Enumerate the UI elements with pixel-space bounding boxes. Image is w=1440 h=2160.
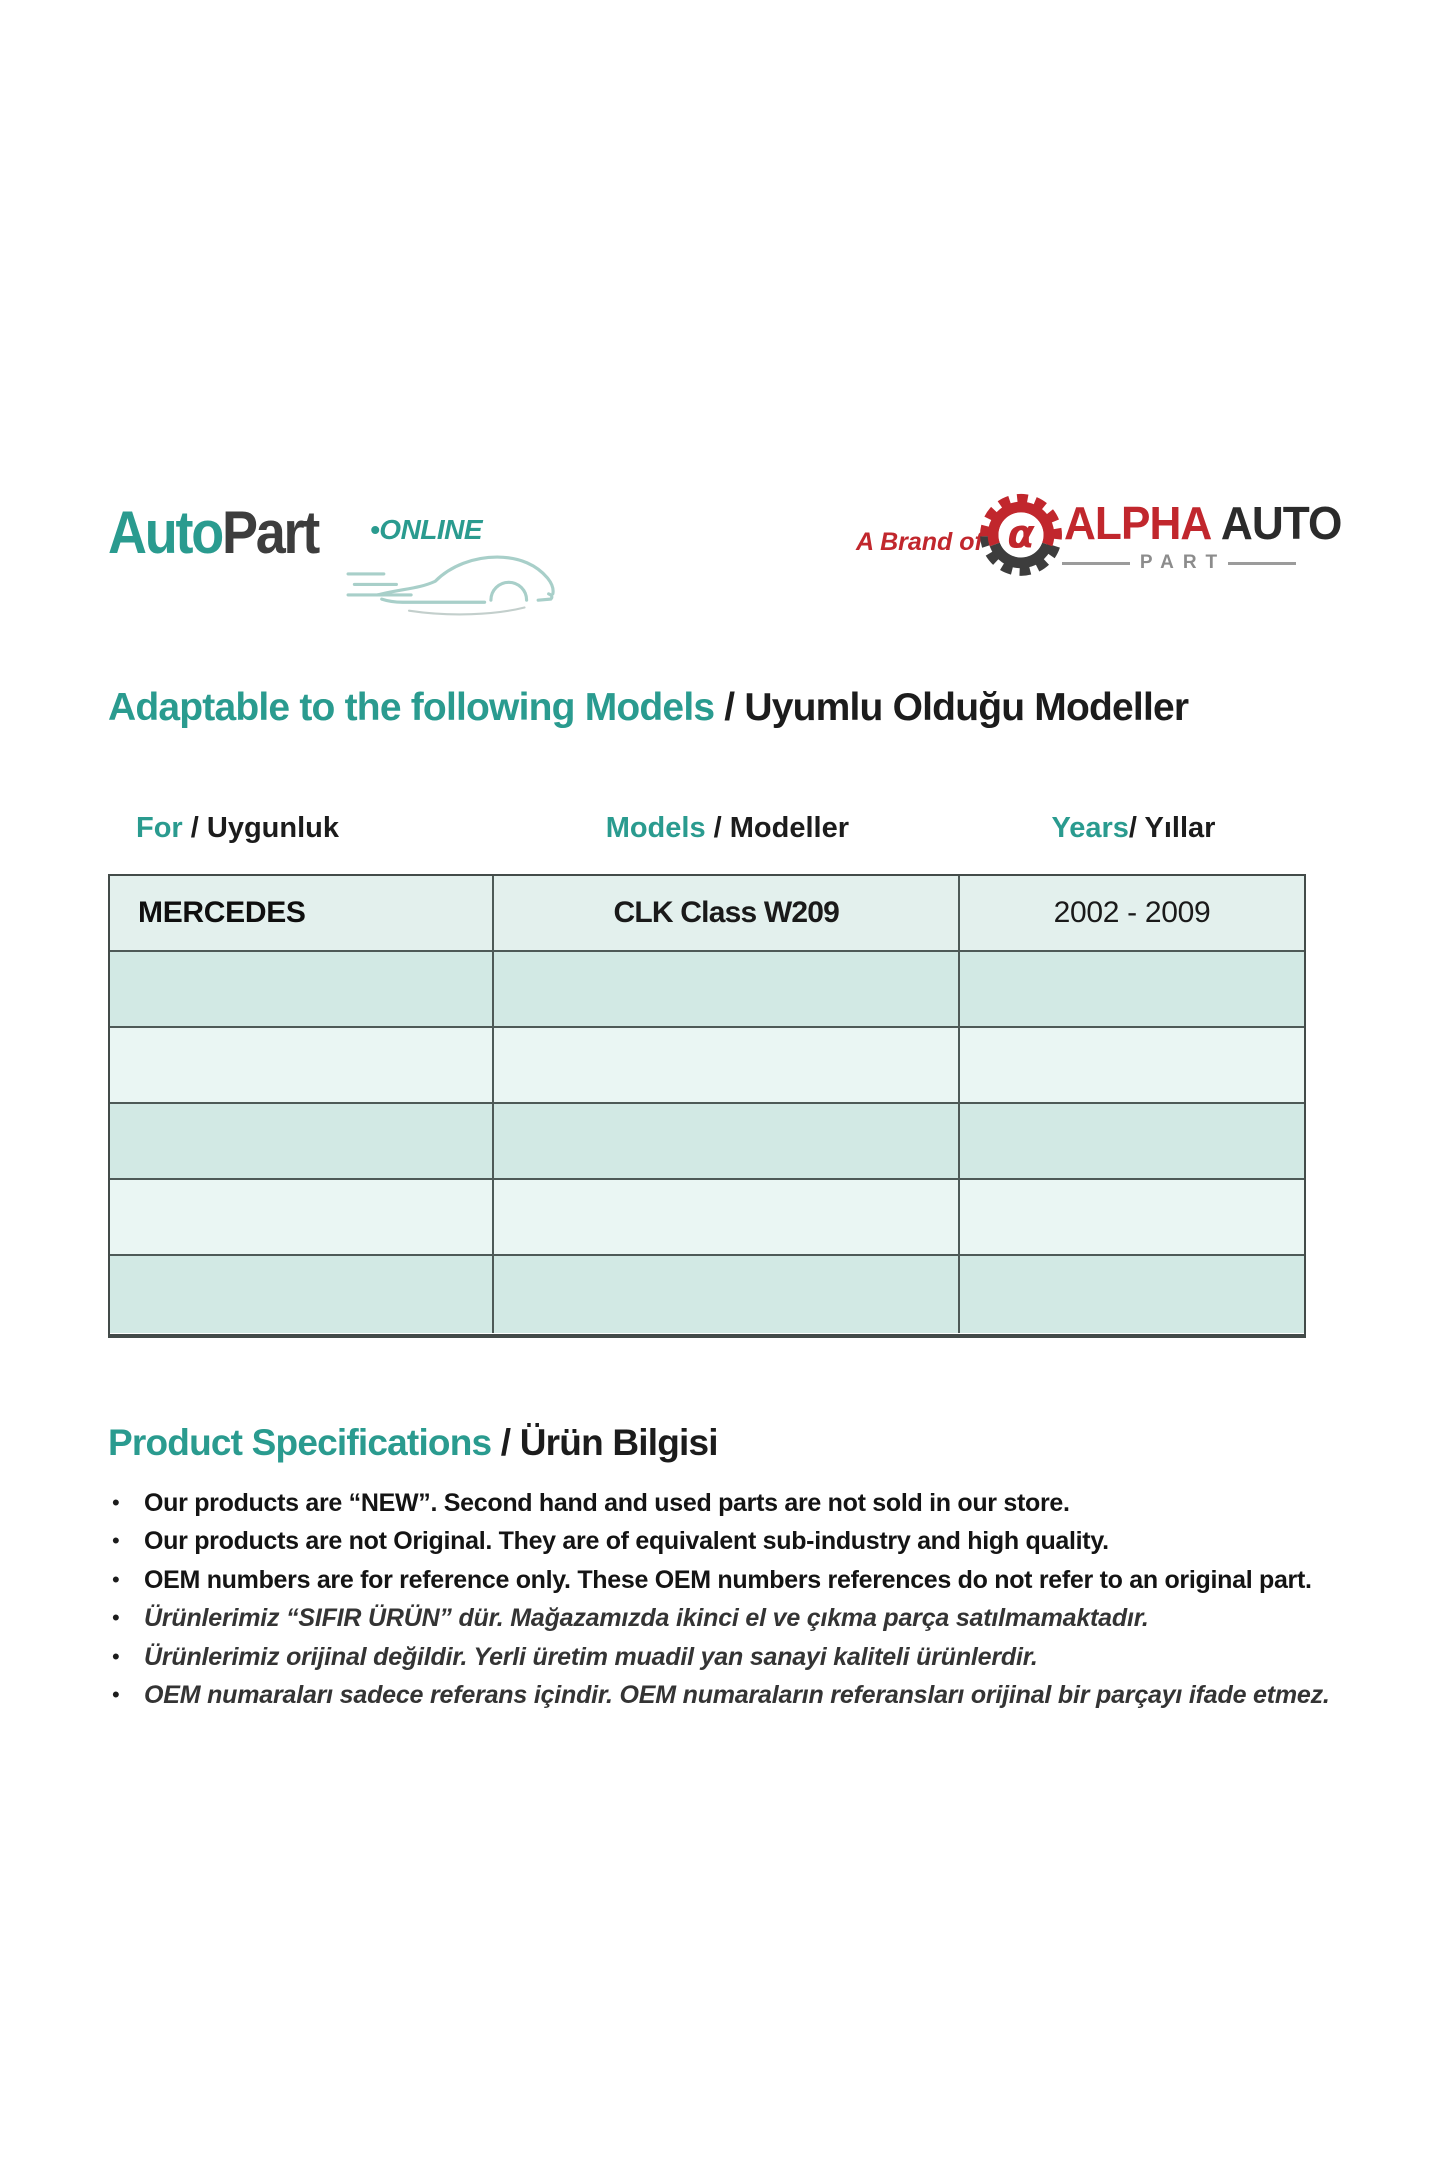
models-table-header xyxy=(108,812,1306,845)
header-cell-years xyxy=(961,812,1306,845)
specs-list xyxy=(112,1488,1382,1718)
table-cell-model xyxy=(494,1104,960,1178)
table-cell-make xyxy=(110,1028,494,1102)
table-cell-model xyxy=(494,1180,960,1254)
autopart-wordmark-part: Part xyxy=(221,499,319,566)
table-row xyxy=(110,876,1304,952)
header-models-tr: Modeller xyxy=(729,812,850,844)
table-cell-make xyxy=(110,1256,494,1332)
alpha-glyph: α xyxy=(1007,511,1035,558)
spec-item xyxy=(112,1603,1382,1641)
header-cell-for xyxy=(108,812,494,845)
auto-word: AUTO xyxy=(1220,497,1342,549)
table-cell-years xyxy=(960,1028,1304,1102)
part-divider-line-left xyxy=(1062,562,1130,565)
models-section-title xyxy=(108,686,1188,730)
models-table xyxy=(108,874,1306,1338)
bullet-icon: • xyxy=(112,1490,120,1515)
bullet-icon: • xyxy=(112,1528,120,1554)
header-years-en: Years xyxy=(1051,812,1129,844)
models-title-en: Adaptable to the following Models xyxy=(108,686,715,729)
spec-item xyxy=(112,1526,1382,1564)
table-cell-make: MERCEDES xyxy=(110,876,494,950)
table-row xyxy=(110,952,1304,1028)
specs-title-sep: / xyxy=(491,1422,520,1463)
part-word: PART xyxy=(1139,552,1227,573)
header-for-tr: Uygunluk xyxy=(206,812,340,844)
header-years-sep: / xyxy=(1128,812,1145,844)
table-cell-years xyxy=(960,952,1304,1026)
table-cell-years xyxy=(960,1104,1304,1178)
header-for-sep: / xyxy=(182,812,207,844)
alpha-auto-brand-name xyxy=(1064,496,1341,550)
alpha-word: ALPHA xyxy=(1064,497,1212,549)
table-cell-years xyxy=(960,1180,1304,1254)
bullet-icon: • xyxy=(112,1681,120,1707)
header-cell-models xyxy=(494,812,961,845)
spec-text: OEM numbers are for reference only. These OEM numbers references do not refer to an original part. xyxy=(144,1565,1312,1594)
part-divider-line-right xyxy=(1228,562,1296,565)
spec-item xyxy=(112,1642,1382,1680)
spec-item xyxy=(112,1565,1382,1603)
table-cell-model xyxy=(494,1028,960,1102)
specs-title-en: Product Specifications xyxy=(108,1422,492,1463)
header-for-en: For xyxy=(136,812,183,844)
models-title-sep: / xyxy=(714,686,745,729)
brand-of-label: A Brand of xyxy=(856,528,983,556)
table-row xyxy=(110,1180,1304,1256)
alpha-part-row xyxy=(1062,552,1296,574)
spec-text: Our products are not Original. They are of equivalent sub-industry and high quality. xyxy=(144,1527,1109,1556)
autopart-wordmark-auto: Auto xyxy=(108,499,222,566)
bullet-icon: • xyxy=(112,1566,120,1592)
table-cell-make xyxy=(110,952,494,1026)
table-row xyxy=(110,1104,1304,1180)
table-cell-years xyxy=(960,1256,1304,1332)
table-cell-model: CLK Class W209 xyxy=(494,876,960,950)
header-models-sep: / xyxy=(705,812,730,844)
spec-item xyxy=(112,1488,1382,1526)
bullet-icon: • xyxy=(112,1605,120,1631)
models-title-tr: Uyumlu Olduğu Modeller xyxy=(744,686,1189,729)
spec-text: OEM numaraları sadece referans içindir. OEM numaraların referansları orijinal bir parçayı ifade etmez. xyxy=(144,1680,1330,1709)
autopart-online-logo xyxy=(108,498,688,628)
autopart-online-suffix: •ONLINE xyxy=(370,514,483,545)
table-cell-years: 2002 - 2009 xyxy=(1053,896,1211,930)
autopart-wordmark xyxy=(108,498,318,567)
table-row xyxy=(110,1256,1304,1332)
table-cell-make xyxy=(110,1104,494,1178)
header-models-en: Models xyxy=(605,812,706,844)
car-silhouette-icon xyxy=(346,534,556,618)
table-cell-model xyxy=(494,952,960,1026)
table-row xyxy=(110,1028,1304,1104)
spec-text: Ürünlerimiz “SIFIR ÜRÜN” dür. Mağazamızda ikinci el ve çıkma parça satılmamaktadır. xyxy=(144,1604,1149,1633)
spec-text: Our products are “NEW”. Second hand and used parts are not sold in our store. xyxy=(144,1489,1070,1517)
alpha-gear-icon xyxy=(976,490,1066,580)
bullet-icon: • xyxy=(112,1643,120,1669)
specs-section-title xyxy=(108,1422,718,1464)
header-years-tr: Yıllar xyxy=(1144,812,1216,844)
table-cell-model xyxy=(494,1256,960,1332)
spec-item xyxy=(112,1680,1382,1718)
specs-title-tr: Ürün Bilgisi xyxy=(519,1422,718,1463)
spec-text: Ürünlerimiz orijinal değildir. Yerli üretim muadil yan sanayi kaliteli ürünlerdir. xyxy=(144,1642,1038,1671)
table-cell-make xyxy=(110,1180,494,1254)
